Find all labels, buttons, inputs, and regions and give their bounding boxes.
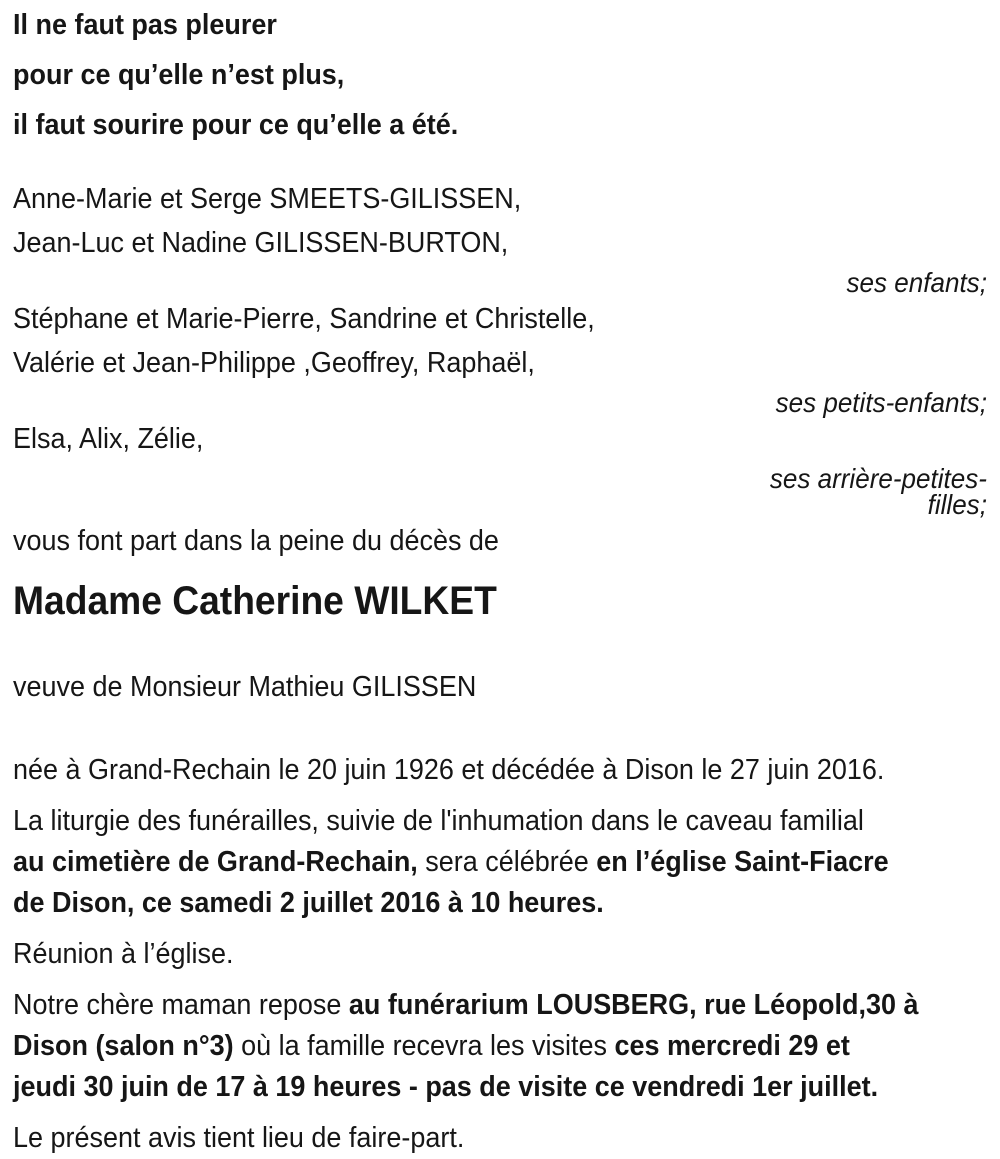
deceased-name-heading: Madame Catherine WILKET bbox=[13, 579, 497, 623]
salon-bold-text: Dison (salon n°3) bbox=[13, 1030, 234, 1062]
meeting-paragraph bbox=[13, 934, 987, 975]
church-bold-text: en l’église Saint-Fiacre bbox=[596, 846, 889, 878]
epitaph-line-3: il faut sourire pour ce qu’elle a été. bbox=[13, 109, 459, 141]
life-dates-paragraph bbox=[13, 750, 987, 791]
relation-label-great-granddaughters-cont: filles; bbox=[927, 489, 987, 520]
ceremony-regular-text: sera célébrée bbox=[417, 846, 597, 878]
meeting-line bbox=[13, 934, 987, 975]
closing-text: Le présent avis tient lieu de faire-part. bbox=[13, 1122, 465, 1154]
closing-paragraph bbox=[13, 1118, 987, 1159]
widow-of-line: veuve de Monsieur Mathieu GILISSEN bbox=[13, 671, 477, 703]
visitation-regular-text-2: où la famille recevra les visites bbox=[233, 1030, 615, 1062]
family-group-grandchildren bbox=[13, 304, 987, 418]
ceremony-line-2 bbox=[13, 842, 987, 883]
relation-label-children: ses enfants; bbox=[846, 267, 987, 298]
epitaph bbox=[13, 10, 987, 140]
epitaph-line-1: Il ne faut pas pleurer bbox=[13, 9, 277, 41]
visit-days-bold-text: ces mercredi 29 et bbox=[614, 1030, 850, 1062]
visitation-regular-text: Notre chère maman repose bbox=[13, 989, 349, 1021]
epitaph-line-2: pour ce qu’elle n’est plus, bbox=[13, 59, 345, 91]
family-names-line: Stéphane et Marie-Pierre, Sandrine et Christelle, bbox=[13, 303, 595, 335]
ceremony-text: La liturgie des funérailles, suivie de l'inhumation dans le caveau familial bbox=[13, 805, 864, 837]
relation-label-great-granddaughters: ses arrière-petites- bbox=[769, 463, 987, 494]
family-names-line: Jean-Luc et Nadine GILISSEN-BURTON, bbox=[13, 227, 509, 259]
family-announcers bbox=[13, 184, 987, 520]
visitation-line-2 bbox=[13, 1026, 987, 1067]
ceremony-paragraph bbox=[13, 801, 987, 924]
cemetery-bold-text: au cimetière de Grand-Rechain, bbox=[13, 846, 418, 878]
meeting-text: Réunion à l’église. bbox=[13, 938, 234, 970]
funeral-home-bold-text: au funérarium LOUSBERG, rue Léopold,30 à bbox=[348, 989, 919, 1021]
closing-line bbox=[13, 1118, 987, 1159]
relation-label-grandchildren: ses petits-enfants; bbox=[775, 387, 987, 418]
life-dates-line bbox=[13, 750, 987, 791]
visit-hours-bold-text: jeudi 30 juin de 17 à 19 heures - pas de visite ce vendredi 1er juillet. bbox=[13, 1071, 879, 1103]
family-group-children bbox=[13, 184, 987, 298]
family-group-great-granddaughters bbox=[13, 424, 987, 520]
ceremony-line-1 bbox=[13, 801, 987, 842]
notice-body bbox=[13, 750, 987, 1159]
family-names-line: Valérie et Jean-Philippe ,Geoffrey, Raphaël, bbox=[13, 347, 535, 379]
family-names-line: Elsa, Alix, Zélie, bbox=[13, 423, 204, 455]
visitation-line-3 bbox=[13, 1067, 987, 1108]
ceremony-date-bold-text: de Dison, ce samedi 2 juillet 2016 à 10 heures. bbox=[13, 887, 604, 919]
visitation-paragraph bbox=[13, 985, 987, 1108]
visitation-line-1 bbox=[13, 985, 987, 1026]
announcement-line: vous font part dans la peine du décès de bbox=[13, 525, 499, 557]
life-dates-text: née à Grand-Rechain le 20 juin 1926 et décédée à Dison le 27 juin 2016. bbox=[13, 754, 885, 786]
ceremony-line-3 bbox=[13, 883, 987, 924]
family-names-line: Anne-Marie et Serge SMEETS-GILISSEN, bbox=[13, 183, 522, 215]
